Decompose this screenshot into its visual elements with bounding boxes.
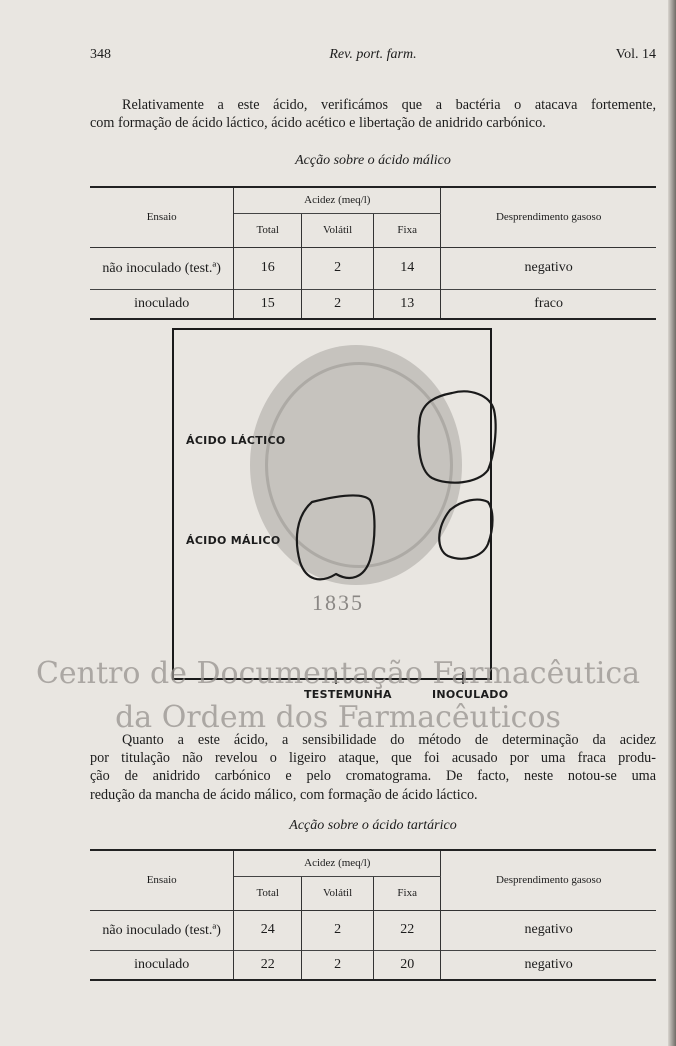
row-total: 22 [234, 950, 302, 980]
row-volatil: 2 [302, 910, 374, 950]
label-malic-acid: ÁCIDO MÁLICO [186, 534, 281, 547]
row-volatil: 2 [302, 289, 374, 319]
text-line: redução da mancha de ácido málico, com formação de ácido láctico. [90, 786, 478, 803]
row-ensaio: não inoculado (test.ª) [90, 247, 234, 289]
row-total: 16 [234, 247, 302, 289]
row-fixa: 22 [374, 910, 441, 950]
row-fixa: 20 [374, 950, 441, 980]
row-ensaio: inoculado [90, 950, 234, 980]
text-line: Quanto a este ácido, a sensibilidade do método de determinação da acidez [122, 732, 656, 748]
watermark-line-2: da Ordem dos Farmacêuticos [115, 700, 561, 735]
row-gas: negativo [441, 950, 656, 980]
label-control: TESTEMUNHA [304, 688, 392, 701]
header-fixa: Fixa [374, 213, 441, 247]
header-gas: Desprendimento gasoso [441, 850, 656, 910]
text-line: por titulação não revelou o ligeiro ataque, que foi acusado por uma fraca produ- [90, 750, 656, 767]
volume-number: Vol. 14 [615, 47, 656, 62]
watermark-line-1: Centro de Documentação Farmacêutica [35, 656, 641, 691]
row-gas: negativo [524, 260, 573, 275]
row-volatil: 2 [302, 247, 374, 289]
table-caption-tartaric: Acção sobre o ácido tartárico [289, 818, 457, 833]
second-paragraph [90, 731, 656, 804]
row-gas: negativo [524, 922, 573, 937]
row-ensaio: inoculado [90, 289, 234, 319]
label-inoculated: INOCULADO [432, 688, 509, 701]
malic-spot-control [297, 496, 375, 580]
malic-spot-inoculated [439, 500, 492, 559]
header-acidez: Acidez (meq/l) [234, 187, 441, 213]
header-volatil: Volátil [302, 213, 374, 247]
header-total: Total [234, 213, 302, 247]
row-total: 15 [234, 289, 302, 319]
text-line: com formação de ácido láctico, ácido acético e libertação de anidrido carbónico. [90, 115, 546, 132]
row-fixa: 14 [374, 247, 441, 289]
row-fixa: 13 [374, 289, 441, 319]
row-ensaio: não inoculado (test.ª) [90, 910, 234, 950]
header-ensaio: Ensaio [90, 850, 234, 910]
lactic-spot-control [419, 391, 496, 482]
label-lactic-acid: ÁCIDO LÁCTICO [186, 434, 286, 447]
row-gas: fraco [441, 289, 656, 319]
header-volatil: Volátil [302, 876, 374, 910]
row-total: 24 [234, 910, 302, 950]
header-gas: Desprendimento gasoso [441, 187, 656, 247]
header-ensaio: Ensaio [90, 187, 234, 247]
page-number: 348 [90, 47, 111, 62]
row-volatil: 2 [302, 950, 374, 980]
journal-title: Rev. port. farm. [329, 47, 417, 62]
text-line: ção de anidrido carbónico e pelo cromatograma. De facto, neste notou-se uma [90, 768, 656, 785]
header-acidez: Acidez (meq/l) [234, 850, 441, 876]
tartaric-acid-table [90, 849, 656, 981]
text-line: Relativamente a este ácido, verificámos que a bactéria o atacava fortemente, [122, 97, 656, 113]
header-total: Total [234, 876, 302, 910]
header-fixa: Fixa [374, 876, 441, 910]
seal-year: 1835 [312, 590, 364, 615]
table-caption-malic: Acção sobre o ácido málico [295, 153, 451, 168]
